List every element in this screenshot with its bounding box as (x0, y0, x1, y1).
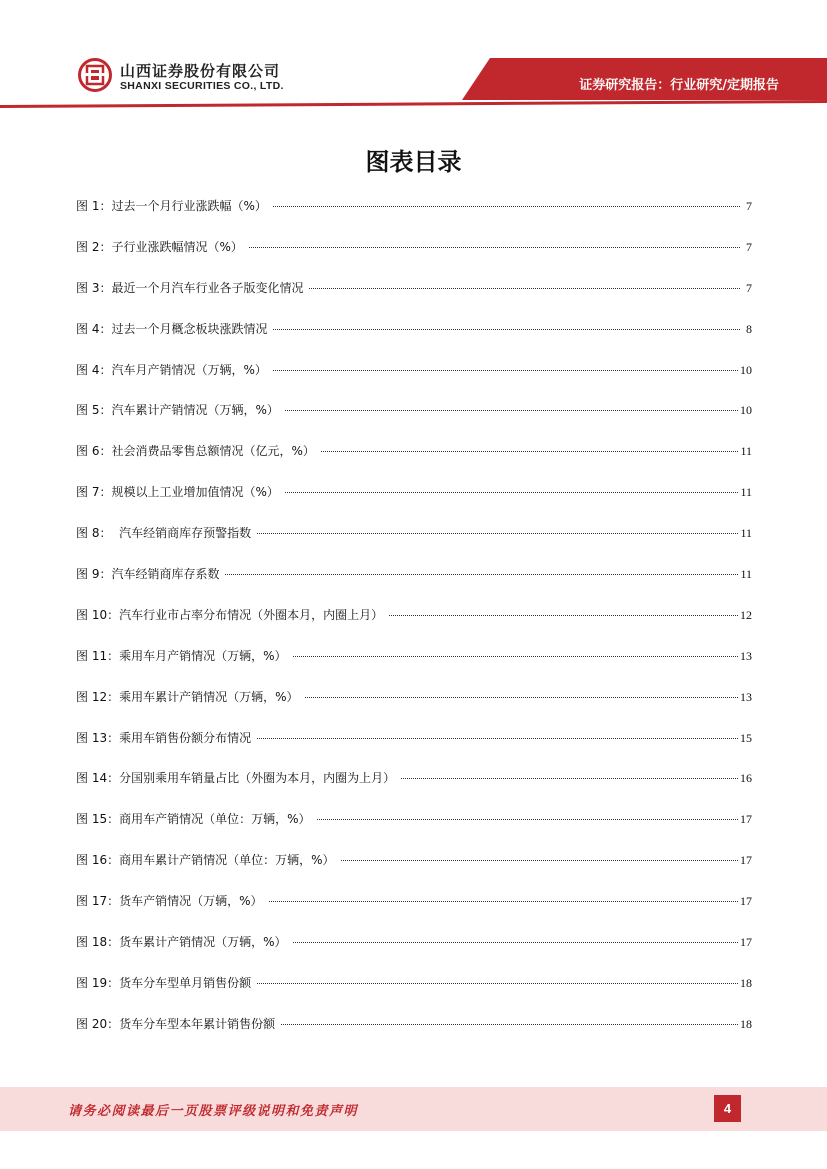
toc-dot-leader (317, 818, 739, 820)
toc-dot-leader (257, 532, 738, 534)
toc-entry-page: 18 (740, 1016, 752, 1031)
toc-entry-page: 7 (746, 239, 752, 254)
page-header (0, 0, 827, 110)
toc-dot-leader (389, 614, 738, 616)
toc-dot-leader (305, 696, 739, 698)
toc-dot-leader (281, 1023, 738, 1025)
toc-entry-label: 图 11：乘用车月产销情况（万辆，%） (76, 648, 287, 663)
table-of-figures (76, 196, 752, 1055)
toc-entry[interactable] (76, 441, 752, 482)
toc-entry-page: 13 (740, 689, 752, 704)
toc-entry[interactable] (76, 482, 752, 523)
toc-dot-leader (293, 655, 739, 657)
toc-entry[interactable] (76, 400, 752, 441)
toc-entry-label: 图 15：商用车产销情况（单位：万辆，%） (76, 812, 311, 827)
toc-entry[interactable] (76, 523, 752, 564)
toc-entry-page: 13 (740, 648, 752, 663)
toc-entry-label: 图 13：乘用车销售份额分布情况 (76, 730, 252, 745)
toc-dot-leader (273, 328, 740, 330)
toc-entry-label: 图 18：货车累计产销情况（万辆，%） (76, 935, 287, 950)
toc-dot-leader (257, 982, 738, 984)
toc-entry-page: 10 (740, 362, 752, 377)
toc-dot-leader (401, 777, 738, 779)
toc-entry-label: 图 17：货车产销情况（万辆，%） (76, 894, 263, 909)
toc-entry-label: 图 3：最近一个月汽车行业各子版变化情况 (76, 280, 304, 295)
company-name-cn: 山西证券股份有限公司 (120, 62, 281, 80)
toc-entry[interactable] (76, 932, 752, 973)
toc-entry-label: 图 8： 汽车经销商库存预警指数 (76, 526, 252, 541)
toc-dot-leader (321, 450, 739, 452)
toc-dot-leader (285, 491, 739, 493)
disclaimer-link[interactable]: 请务必阅读最后一页股票评级说明和免责声明 (68, 1104, 359, 1119)
toc-entry-page: 11 (740, 444, 752, 459)
toc-entry-page: 11 (740, 485, 752, 500)
toc-entry[interactable] (76, 605, 752, 646)
toc-entry-label: 图 10：汽车行业市占率分布情况（外圈本月，内圈上月） (76, 607, 384, 622)
toc-entry-label: 图 1：过去一个月行业涨跌幅（%） (76, 199, 267, 213)
toc-dot-leader (225, 573, 738, 575)
toc-entry-label: 图 9：汽车经销商库存系数 (76, 567, 220, 582)
toc-entry[interactable] (76, 564, 752, 605)
toc-entry-label: 图 6：社会消费品零售总额情况（亿元，%） (76, 444, 315, 459)
toc-dot-leader (309, 287, 740, 289)
header-ribbon (0, 0, 827, 110)
toc-entry[interactable] (76, 646, 752, 687)
toc-entry-page: 17 (740, 853, 752, 868)
toc-entry-page: 12 (740, 607, 752, 622)
toc-entry-label: 图 4：汽车月产销情况（万辆，%） (76, 362, 267, 377)
toc-entry-page: 11 (740, 526, 752, 541)
toc-entry[interactable] (76, 973, 752, 1014)
toc-entry[interactable] (76, 850, 752, 891)
toc-entry-label: 图 20：货车分车型本年累计销售份额 (76, 1016, 276, 1031)
toc-entry[interactable] (76, 278, 752, 319)
toc-dot-leader (249, 246, 740, 248)
toc-entry-label: 图 16：商用车累计产销情况（单位：万辆，%） (76, 853, 335, 868)
toc-entry-page: 16 (740, 771, 752, 786)
toc-entry[interactable] (76, 891, 752, 932)
toc-entry-label: 图 19：货车分车型单月销售份额 (76, 975, 252, 990)
toc-dot-leader (257, 737, 738, 739)
page-footer (0, 1087, 827, 1131)
toc-entry[interactable] (76, 728, 752, 769)
toc-entry-page: 10 (740, 403, 752, 418)
toc-entry-label: 图 5：汽车累计产销情况（万辆，%） (76, 403, 279, 418)
toc-dot-leader (293, 941, 739, 943)
toc-entry-page: 11 (740, 567, 752, 582)
toc-entry-page: 7 (746, 280, 752, 295)
toc-entry-page: 7 (746, 199, 752, 213)
toc-entry-label: 图 12：乘用车累计产销情况（万辆，%） (76, 689, 299, 704)
toc-entry-label: 图 2：子行业涨跌幅情况（%） (76, 239, 243, 254)
toc-entry[interactable] (76, 237, 752, 278)
toc-entry-page: 17 (740, 894, 752, 909)
toc-entry-page: 17 (740, 812, 752, 827)
toc-entry[interactable] (76, 809, 752, 850)
toc-dot-leader (341, 859, 739, 861)
toc-entry-page: 15 (740, 730, 752, 745)
page-title: 图表目录 (365, 148, 462, 176)
toc-entry-page: 8 (746, 321, 752, 336)
toc-dot-leader (285, 409, 738, 411)
shanxi-securities-logo-icon (78, 58, 112, 92)
toc-entry-page: 17 (740, 935, 752, 950)
toc-entry-page: 18 (740, 975, 752, 990)
toc-dot-leader (273, 205, 740, 207)
toc-dot-leader (269, 900, 739, 902)
toc-entry[interactable] (76, 360, 752, 401)
page-number: 4 (714, 1095, 741, 1122)
toc-entry[interactable] (76, 1014, 752, 1055)
toc-entry[interactable] (76, 768, 752, 809)
toc-entry-label: 图 14：分国别乘用车销量占比（外圈为本月，内圈为上月） (76, 771, 396, 786)
report-type-label: 证券研究报告：行业研究/定期报告 (579, 78, 779, 93)
toc-entry[interactable] (76, 687, 752, 728)
toc-entry-label: 图 7：规模以上工业增加值情况（%） (76, 485, 279, 500)
toc-entry-label: 图 4：过去一个月概念板块涨跌情况 (76, 321, 268, 336)
toc-entry[interactable] (76, 196, 752, 237)
toc-dot-leader (273, 369, 738, 371)
company-name-en: SHANXI SECURITIES CO., LTD. (120, 80, 284, 92)
toc-entry[interactable] (76, 319, 752, 360)
